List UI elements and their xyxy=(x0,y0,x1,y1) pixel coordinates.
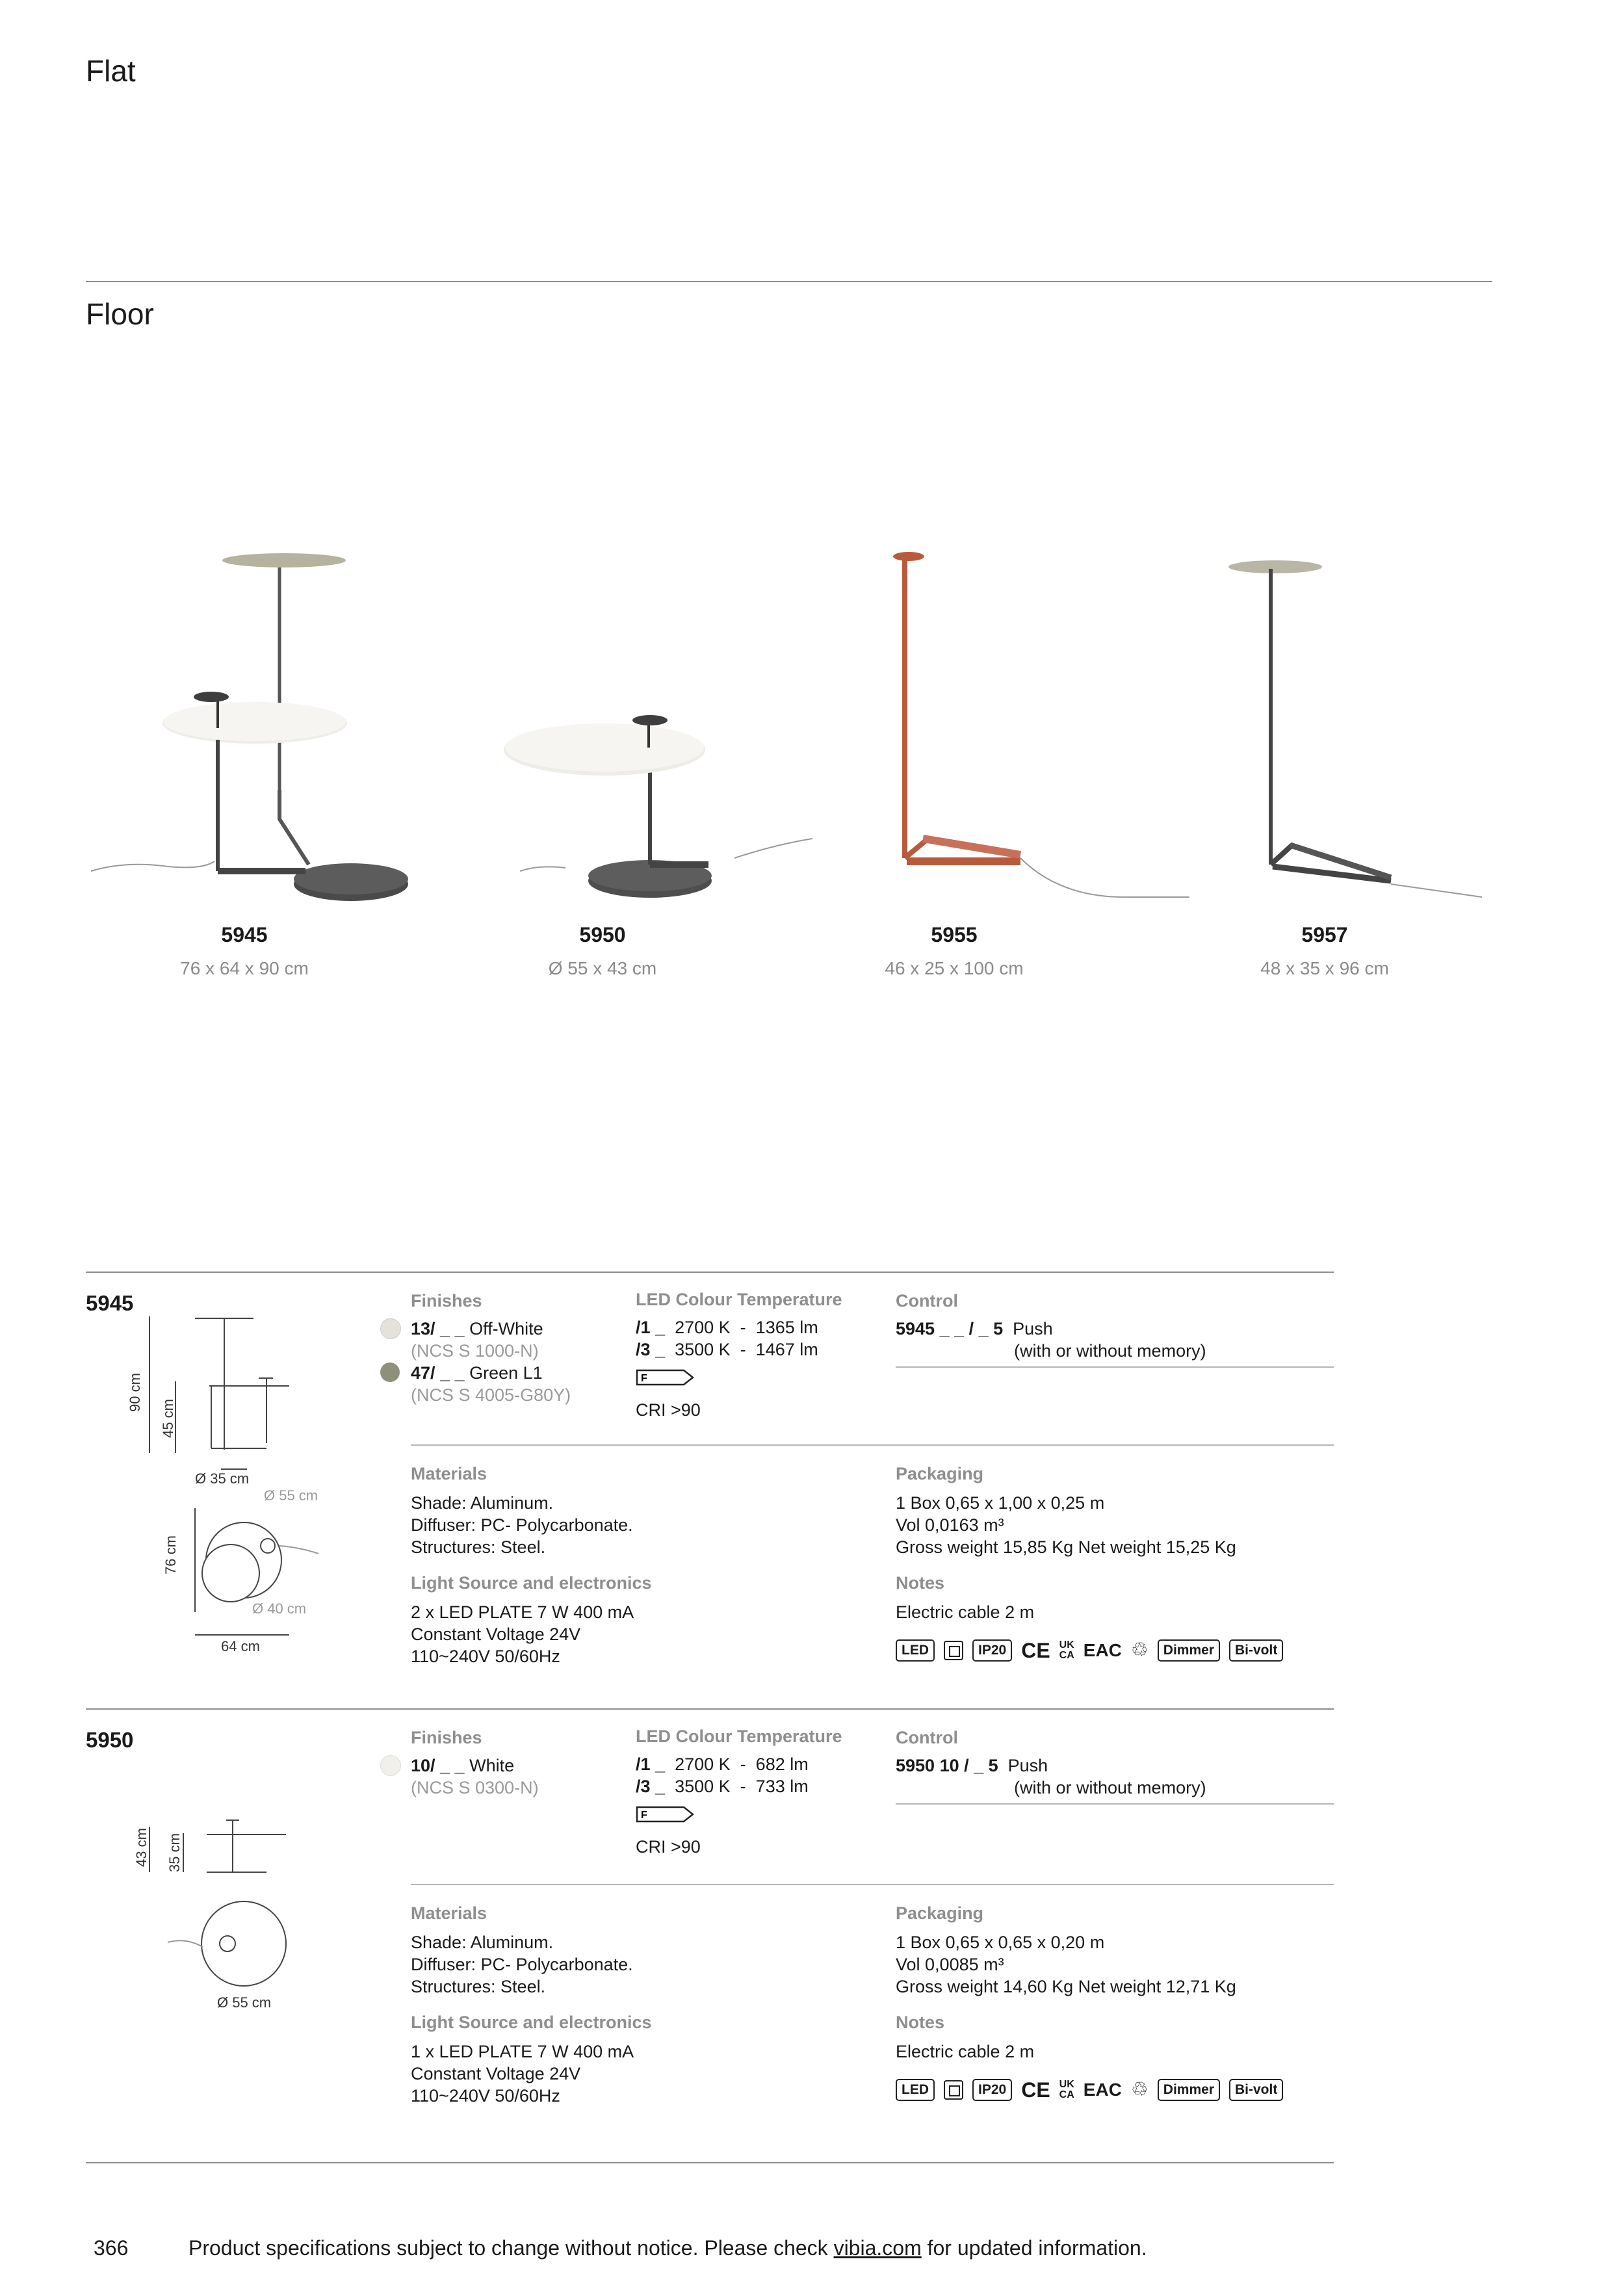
light-source-item: Constant Voltage 24V xyxy=(411,2064,581,2083)
dimension-depth: 76 cm xyxy=(162,1535,179,1574)
dimension-height: 43 cm xyxy=(133,1828,149,1867)
certification-badges xyxy=(896,1639,1283,1662)
lamp-5955-image xyxy=(893,552,1189,897)
led-temp-row: /1 _ 2700 K - 1365 lm xyxy=(636,1318,818,1337)
finishes-label: Finishes xyxy=(411,1728,482,1747)
materials-label: Materials xyxy=(411,1464,487,1483)
footer-note: Product specifications subject to change without notice. Please check vibia.com for updated information. xyxy=(188,2236,1147,2260)
control-note: (with or without memory) xyxy=(1014,1778,1206,1797)
dimension-diameter: Ø 55 cm xyxy=(217,1994,272,2011)
notes-text: Electric cable 2 m xyxy=(896,1602,1035,1622)
section-divider xyxy=(86,281,1492,282)
finish-ncs: (NCS S 0300-N) xyxy=(411,1778,539,1797)
class-ii-icon xyxy=(944,1641,963,1660)
material-item: Structures: Steel. xyxy=(411,1977,546,1996)
led-temp-label: LED Colour Temperature xyxy=(636,1727,842,1746)
finish-ncs: (NCS S 1000-N) xyxy=(411,1341,539,1361)
material-item: Diffuser: PC- Polycarbonate. xyxy=(411,1955,633,1974)
svg-text:F: F xyxy=(641,1373,647,1384)
led-temp-row: /1 _ 2700 K - 682 lm xyxy=(636,1755,809,1774)
certification-badges xyxy=(896,2079,1283,2101)
dimension-height: 35 cm xyxy=(166,1833,183,1872)
notes-label: Notes xyxy=(896,1573,945,1593)
dimension-diameter: Ø 55 cm xyxy=(264,1487,318,1504)
eac-mark-icon: EAC xyxy=(1083,1640,1122,1660)
ip-badge: IP20 xyxy=(972,1639,1012,1662)
material-item: Diffuser: PC- Polycarbonate. xyxy=(411,1515,633,1535)
finish-swatch xyxy=(380,1318,401,1339)
class-ii-icon xyxy=(944,2080,963,2100)
cri-value: CRI >90 xyxy=(636,1400,701,1420)
material-item: Structures: Steel. xyxy=(411,1537,546,1557)
cri-value: CRI >90 xyxy=(636,1837,701,1857)
notes-label: Notes xyxy=(896,2013,945,2032)
packaging-label: Packaging xyxy=(896,1464,984,1483)
finishes-label: Finishes xyxy=(411,1291,482,1311)
vibia-link[interactable]: vibia.com xyxy=(833,2236,922,2260)
materials-label: Materials xyxy=(411,1903,487,1923)
bivolt-badge: Bi-volt xyxy=(1229,1639,1283,1662)
page-number: 366 xyxy=(94,2236,129,2260)
ukca-mark-icon: UK CA xyxy=(1059,2079,1074,2100)
light-source-item: 2 x LED PLATE 7 W 400 mA xyxy=(411,1602,634,1622)
product-code: 5955 xyxy=(931,923,978,946)
control-label: Control xyxy=(896,1728,958,1747)
spec-inner-divider xyxy=(411,1884,1334,1885)
section-title-flat: Flat xyxy=(86,54,136,88)
product-code: 5950 xyxy=(579,923,626,946)
light-source-label: Light Source and electronics xyxy=(411,1573,652,1593)
energy-class-icon xyxy=(636,1369,694,1386)
recycling-icon: ♲ xyxy=(1130,1639,1149,1661)
product-illustrations xyxy=(84,533,1501,910)
control-divider xyxy=(896,1803,1334,1805)
control-label: Control xyxy=(896,1291,958,1311)
dimension-height: 90 cm xyxy=(127,1373,143,1412)
recycling-icon: ♲ xyxy=(1130,2079,1149,2100)
control-note: (with or without memory) xyxy=(1014,1341,1206,1361)
ip-badge: IP20 xyxy=(972,2079,1012,2101)
spec-inner-divider xyxy=(411,1444,1334,1446)
control-divider xyxy=(896,1366,1334,1368)
dimmer-badge: Dimmer xyxy=(1158,2079,1220,2101)
dimension-diameter: Ø 40 cm xyxy=(252,1600,307,1617)
light-source-item: 110~240V 50/60Hz xyxy=(411,1647,560,1666)
product-dimensions: 46 x 25 x 100 cm xyxy=(885,958,1024,978)
spec-id: 5950 xyxy=(86,1728,134,1752)
packaging-item: Gross weight 15,85 Kg Net weight 15,25 Kg xyxy=(896,1537,1236,1557)
light-source-label: Light Source and electronics xyxy=(411,2013,652,2032)
eac-mark-icon: EAC xyxy=(1083,2080,1122,2100)
led-badge: LED xyxy=(896,1639,935,1662)
packaging-item: Vol 0,0085 m³ xyxy=(896,1955,1004,1974)
finish-item: 13/ _ _ Off-White xyxy=(411,1319,543,1338)
light-source-item: 110~240V 50/60Hz xyxy=(411,2086,560,2106)
ce-mark-icon: CE xyxy=(1021,2078,1050,2102)
dimmer-badge: Dimmer xyxy=(1158,1639,1220,1662)
product-dimensions: 48 x 35 x 96 cm xyxy=(1260,958,1389,978)
ukca-mark-icon: UK CA xyxy=(1059,1639,1074,1661)
lamp-5945-image xyxy=(91,553,408,901)
spec-id: 5945 xyxy=(86,1291,134,1315)
dimension-width: 64 cm xyxy=(221,1638,260,1654)
ce-mark-icon: CE xyxy=(1021,1639,1050,1662)
packaging-item: Gross weight 14,60 Kg Net weight 12,71 Kg xyxy=(896,1977,1236,1996)
led-badge: LED xyxy=(896,2079,935,2101)
product-dimensions: 76 x 64 x 90 cm xyxy=(180,958,309,978)
material-item: Shade: Aluminum. xyxy=(411,1493,554,1513)
led-temp-row: /3 _ 3500 K - 1467 lm xyxy=(636,1340,818,1359)
bivolt-badge: Bi-volt xyxy=(1229,2079,1283,2101)
finish-swatch xyxy=(380,1755,401,1776)
light-source-item: Constant Voltage 24V xyxy=(411,1624,581,1644)
packaging-label: Packaging xyxy=(896,1903,984,1923)
lamp-5957-image xyxy=(1228,560,1482,897)
led-temp-label: LED Colour Temperature xyxy=(636,1290,842,1309)
spec-divider xyxy=(86,2162,1334,2163)
svg-text:F: F xyxy=(641,1810,647,1821)
material-item: Shade: Aluminum. xyxy=(411,1933,554,1952)
product-code: 5945 xyxy=(221,923,268,946)
lamp-5950-image xyxy=(504,715,812,898)
control-code: 5945 _ _ / _ 5 Push xyxy=(896,1319,1053,1338)
packaging-item: 1 Box 0,65 x 1,00 x 0,25 m xyxy=(896,1493,1105,1513)
product-code: 5957 xyxy=(1301,923,1348,946)
finish-item: 10/ _ _ White xyxy=(411,1756,515,1775)
finish-ncs: (NCS S 4005-G80Y) xyxy=(411,1385,571,1405)
technical-drawing-5950 xyxy=(130,1807,325,2002)
finish-swatch xyxy=(380,1363,400,1382)
spec-divider xyxy=(86,1708,1334,1710)
packaging-item: Vol 0,0163 m³ xyxy=(896,1515,1004,1535)
section-title-floor: Floor xyxy=(86,297,154,331)
energy-class-icon xyxy=(636,1806,694,1823)
finish-item: 47/ _ _ Green L1 xyxy=(411,1363,543,1383)
notes-text: Electric cable 2 m xyxy=(896,2042,1035,2061)
control-code: 5950 10 / _ 5 Push xyxy=(896,1756,1048,1775)
packaging-item: 1 Box 0,65 x 0,65 x 0,20 m xyxy=(896,1933,1105,1952)
light-source-item: 1 x LED PLATE 7 W 400 mA xyxy=(411,2042,634,2061)
dimension-diameter: Ø 35 cm xyxy=(195,1470,250,1487)
spec-divider xyxy=(86,1272,1334,1273)
led-temp-row: /3 _ 3500 K - 733 lm xyxy=(636,1777,809,1796)
dimension-height: 45 cm xyxy=(160,1399,176,1438)
product-dimensions: Ø 55 x 43 cm xyxy=(548,958,657,978)
